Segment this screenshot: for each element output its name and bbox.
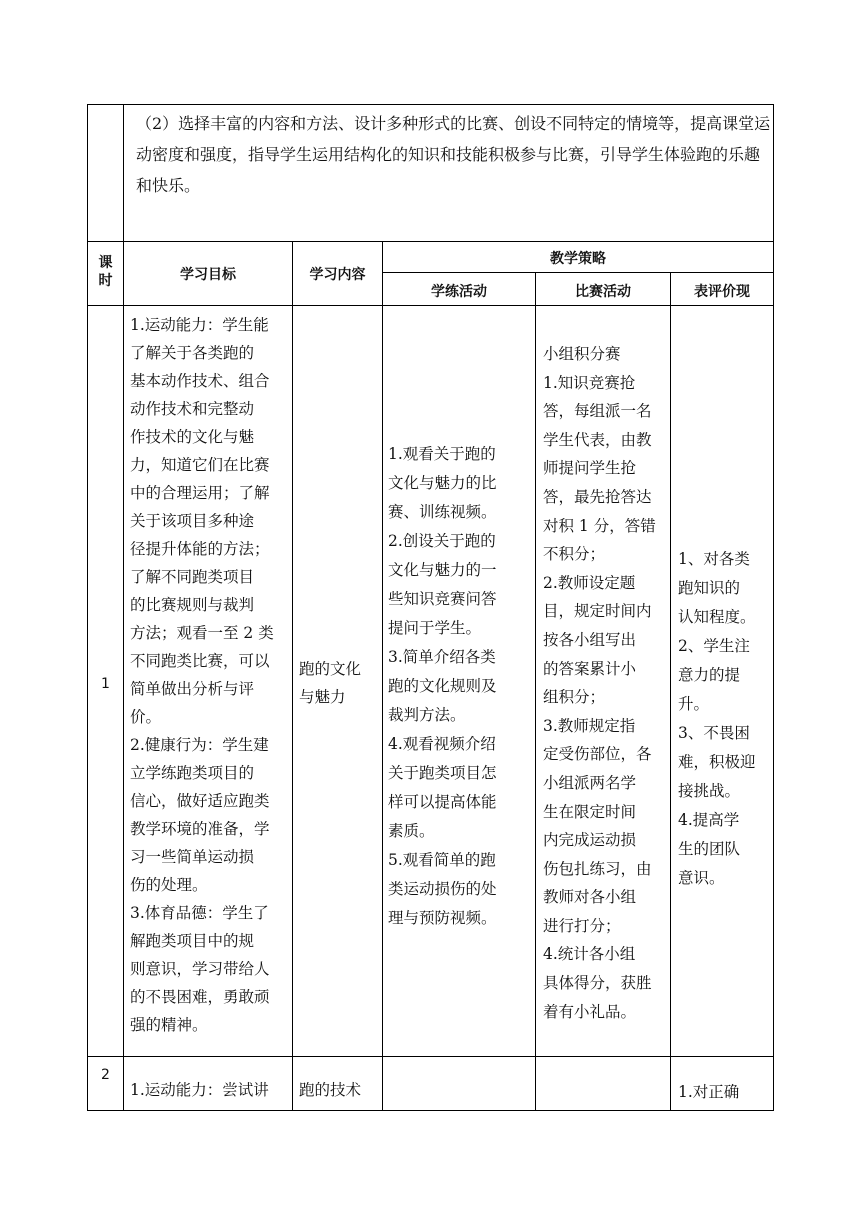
- row1-practice: [388, 440, 497, 933]
- header-content: 学习内容: [309, 267, 366, 283]
- goal-line: 习一些简单运动损: [130, 848, 255, 866]
- competition-line: 目，规定时间内: [543, 602, 652, 621]
- practice-line: 文化与魅力的一: [388, 561, 497, 579]
- competition-line: 1.知识竞赛抢: [543, 373, 636, 392]
- goal-line: 动作技术和完整动: [130, 400, 255, 418]
- evaluation-line: 3、不畏困: [678, 724, 750, 742]
- competition-line: 小组派两名学: [543, 773, 637, 792]
- goal-line: 1.运动能力：学生能: [130, 316, 269, 334]
- practice-line: 跑的文化规则及: [388, 677, 497, 695]
- goal-line: 价。: [130, 708, 162, 726]
- evaluation-line: 难，积极迎: [678, 753, 756, 771]
- goal-line: 方法；观看一至 2 类: [130, 624, 274, 642]
- vline-competition: [670, 272, 671, 1111]
- goal-line: 力，知道它们在比赛: [130, 456, 270, 474]
- vline-goal: [292, 241, 293, 1111]
- competition-line: 对积 1 分，答错: [543, 516, 656, 535]
- header-evaluation: 表评价现: [694, 284, 750, 300]
- evaluation-line: 2、学生注: [678, 637, 750, 655]
- evaluation-line: 生的团队: [678, 840, 741, 858]
- evaluation-line: 意识。: [678, 869, 725, 887]
- competition-line: 师提问学生抢: [543, 459, 637, 478]
- competition-line: 具体得分，获胜: [543, 974, 652, 993]
- content-line: 与魅力: [299, 688, 346, 706]
- practice-line: 些知识竞赛问答: [388, 590, 497, 608]
- competition-line: 伤包扎练习，由: [543, 859, 652, 878]
- competition-line: 组积分；: [543, 688, 606, 707]
- header-practice: 学练活动: [431, 284, 487, 300]
- goal-line: 信心，做好适应跑类: [130, 792, 270, 810]
- goal-line: 伤的处理。: [130, 876, 208, 894]
- competition-line: 不积分；: [543, 545, 606, 564]
- goal-line: 了解不同跑类项目: [130, 568, 255, 586]
- goal-line: 基本动作技术、组合: [130, 372, 270, 390]
- row2-lesson: 2: [101, 1067, 110, 1083]
- header-lesson-label: 课时: [98, 255, 113, 289]
- practice-line: 裁判方法。: [388, 706, 466, 724]
- practice-line: 类运动损伤的处: [388, 880, 497, 898]
- competition-line: 答，最先抢答达: [543, 487, 652, 506]
- practice-line: 文化与魅力的比: [388, 474, 497, 492]
- competition-line: 2.教师设定题: [543, 573, 636, 592]
- evaluation-line: 认知程度。: [678, 608, 756, 626]
- competition-line: 的答案累计小: [543, 659, 637, 678]
- practice-line: 4.观看视频介绍: [388, 735, 496, 753]
- goal-line: 了解关于各类跑的: [130, 344, 255, 362]
- competition-line: 教师对各小组: [543, 888, 637, 907]
- evaluation-line: 4.提高学: [678, 811, 740, 829]
- goal-line: 1.运动能力：尝试讲: [130, 1081, 269, 1099]
- competition-line: 定受伤部位，各: [543, 745, 652, 764]
- practice-line: 2.创设关于跑的: [388, 532, 496, 550]
- header-strategy: 教学策略: [550, 251, 606, 267]
- header-lesson: [88, 254, 123, 290]
- hline-strategy-split: [382, 272, 774, 273]
- evaluation-line: 跑知识的: [678, 579, 741, 597]
- practice-line: 5.观看简单的跑: [388, 851, 496, 869]
- content-line: 跑的技术: [299, 1081, 362, 1099]
- evaluation-line: 1.对正确: [678, 1083, 740, 1101]
- row2-content: [299, 1076, 361, 1104]
- evaluation-line: 接挑战。: [678, 782, 741, 800]
- practice-line: 提问于学生。: [388, 619, 482, 637]
- intro-paragraph: （2）选择丰富的内容和方法、设计多种形式的比赛、创设不同特定的情境等，提高课堂运动密度和强度，指导学生运用结构化的知识和技能积极参与比赛，引导学生体验跑的乐趣和快乐。: [136, 114, 771, 195]
- row1-content: [299, 655, 361, 711]
- practice-line: 理与预防视频。: [388, 909, 497, 927]
- goal-line: 立学练跑类项目的: [130, 764, 255, 782]
- practice-line: 素质。: [388, 822, 435, 840]
- goal-line: 的不畏困难，勇敢顽: [130, 988, 270, 1006]
- goal-line: 则意识，学习带给人: [130, 960, 270, 978]
- vline-content: [382, 241, 383, 1111]
- vline-practice: [535, 272, 536, 1111]
- row1-competition: [543, 340, 656, 1026]
- competition-line: 进行打分；: [543, 916, 621, 935]
- header-competition: 比赛活动: [575, 284, 631, 300]
- competition-line: 着有小礼品。: [543, 1002, 637, 1021]
- hline-top: [87, 104, 774, 105]
- goal-line: 3.体育品德：学生了: [130, 904, 269, 922]
- practice-line: 1.观看关于跑的: [388, 445, 496, 463]
- evaluation-line: 意力的提: [678, 666, 741, 684]
- row1-goal: [130, 311, 274, 1039]
- goal-line: 2.健康行为：学生建: [130, 736, 269, 754]
- goal-line: 中的合理运用；了解: [130, 484, 270, 502]
- row1-lesson: 1: [101, 676, 110, 692]
- competition-line: 3.教师规定指: [543, 716, 636, 735]
- goal-line: 关于该项目多种途: [130, 512, 255, 530]
- competition-line: 学生代表，由教: [543, 430, 652, 449]
- competition-line: 生在限定时间: [543, 802, 637, 821]
- goal-line: 作技术的文化与魅: [130, 428, 255, 446]
- vline-lesson: [123, 104, 124, 1111]
- competition-line: 小组积分赛: [543, 345, 621, 363]
- content-line: 跑的文化: [299, 660, 362, 678]
- row2-evaluation: [678, 1078, 739, 1106]
- goal-line: 强的精神。: [130, 1016, 208, 1034]
- hline-header-top: [87, 241, 774, 242]
- goal-line: 教学环境的准备，学: [130, 820, 270, 838]
- goal-line: 简单做出分析与评: [130, 680, 255, 698]
- competition-line: 4.统计各小组: [543, 945, 636, 964]
- practice-line: 样可以提高体能: [388, 793, 497, 811]
- practice-line: 关于跑类项目怎: [388, 764, 497, 782]
- evaluation-line: 升。: [678, 695, 710, 713]
- row2-goal: [130, 1076, 269, 1104]
- competition-line: 内完成运动损: [543, 831, 637, 850]
- goal-line: 的比赛规则与裁判: [130, 596, 255, 614]
- goal-line: 解跑类项目中的规: [130, 932, 255, 950]
- goal-line: 径提升体能的方法；: [130, 540, 270, 558]
- competition-line: 答，每组派一名: [543, 402, 652, 421]
- practice-line: 赛、训练视频。: [388, 503, 497, 521]
- practice-line: 3.简单介绍各类: [388, 648, 496, 666]
- competition-line: 按各小组写出: [543, 630, 637, 649]
- evaluation-line: 1、对各类: [678, 550, 750, 568]
- vline-right: [773, 104, 774, 1111]
- goal-line: 不同跑类比赛，可以: [130, 652, 270, 670]
- header-goal: 学习目标: [180, 267, 236, 283]
- row1-evaluation: [678, 545, 756, 893]
